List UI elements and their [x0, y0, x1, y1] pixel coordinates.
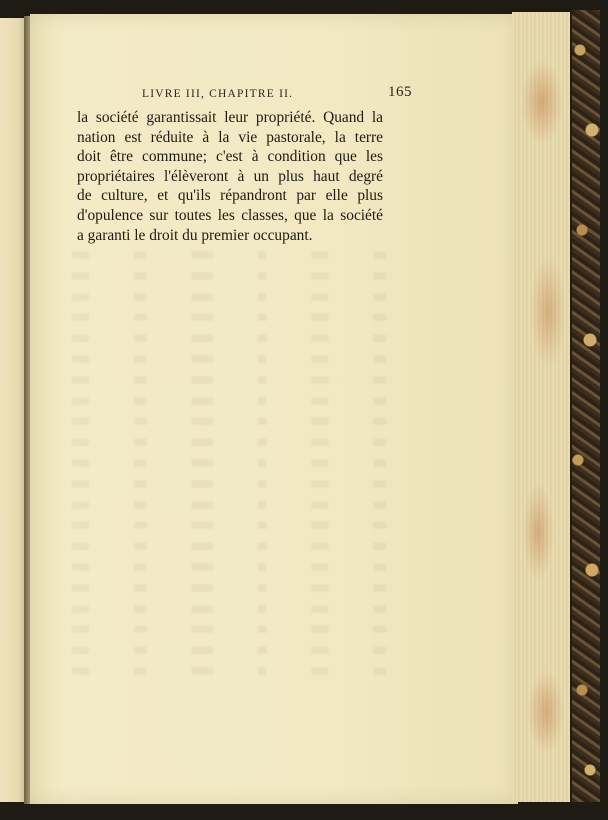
text-line: de culture, et qu'ils répandront par elle plus: [77, 187, 383, 205]
body-text: [77, 108, 383, 245]
running-header: [142, 84, 412, 108]
bleed-through-line: ███ ████ ██ █████ ███ ████: [72, 564, 392, 571]
text-line: nation est réduite à la vie pastorale, la terre: [77, 128, 383, 146]
bleed-through-text: [72, 246, 392, 683]
foxing-stains: [512, 12, 572, 802]
bleed-through-line: ███ ████ ██ █████ ███ ████: [72, 668, 392, 675]
bleed-through-line: ███ ████ ██ █████ ███ ████: [72, 377, 392, 384]
bleed-through-line: ███ ████ ██ █████ ███ ████: [72, 544, 392, 551]
bleed-through-line: ███ ████ ██ █████ ███ ████: [72, 356, 392, 363]
bleed-through-line: ███ ████ ██ █████ ███ ████: [72, 419, 392, 426]
bleed-through-line: ███ ████ ██ █████ ███ ████: [72, 460, 392, 467]
page-number: 165: [388, 84, 412, 100]
bleed-through-line: ███ ████ ██ █████ ███ ████: [72, 502, 392, 509]
marbled-cover: [570, 10, 600, 802]
bleed-through-line: ███ ████ ██ █████ ███ ████: [72, 481, 392, 488]
bleed-through-line: ███ ████ ██ █████ ███ ████: [72, 294, 392, 301]
bleed-through-line: ███ ████ ██ █████ ███ ████: [72, 627, 392, 634]
bleed-through-line: ███ ████ ██ █████ ███ ████: [72, 253, 392, 259]
bleed-through-line: ███ ████ ██ █████ ███ ████: [72, 273, 392, 280]
running-title: LIVRE III, CHAPITRE II.: [142, 88, 294, 100]
text-line: a garanti le droit du premier occupant.: [77, 226, 313, 244]
text-line: la société garantissait leur propriété. Quand la: [77, 109, 383, 126]
bleed-through-line: ███ ████ ██ █████ ███ ████: [72, 585, 392, 592]
text-line: propriétaires l'élèveront à un plus haut degré: [77, 167, 383, 185]
bleed-through-line: ███ ████ ██ █████ ███ ████: [72, 315, 392, 322]
bleed-through-line: ███ ████ ██ █████ ███ ████: [72, 336, 392, 343]
bleed-through-line: ███ ████ ██ █████ ███ ████: [72, 523, 392, 530]
text-line: d'opulence sur toutes les classes, que la société: [77, 206, 383, 224]
bleed-through-line: ███ ████ ██ █████ ███ ████: [72, 648, 392, 655]
bleed-through-line: ███ ████ ██ █████ ███ ████: [72, 440, 392, 447]
bleed-through-line: ███ ████ ██ █████ ███ ████: [72, 398, 392, 405]
facing-page-edge: [0, 18, 27, 802]
bleed-through-line: ███ ████ ██ █████ ███ ████: [72, 606, 392, 613]
text-line: doit être commune; c'est à condition que les: [77, 148, 383, 166]
